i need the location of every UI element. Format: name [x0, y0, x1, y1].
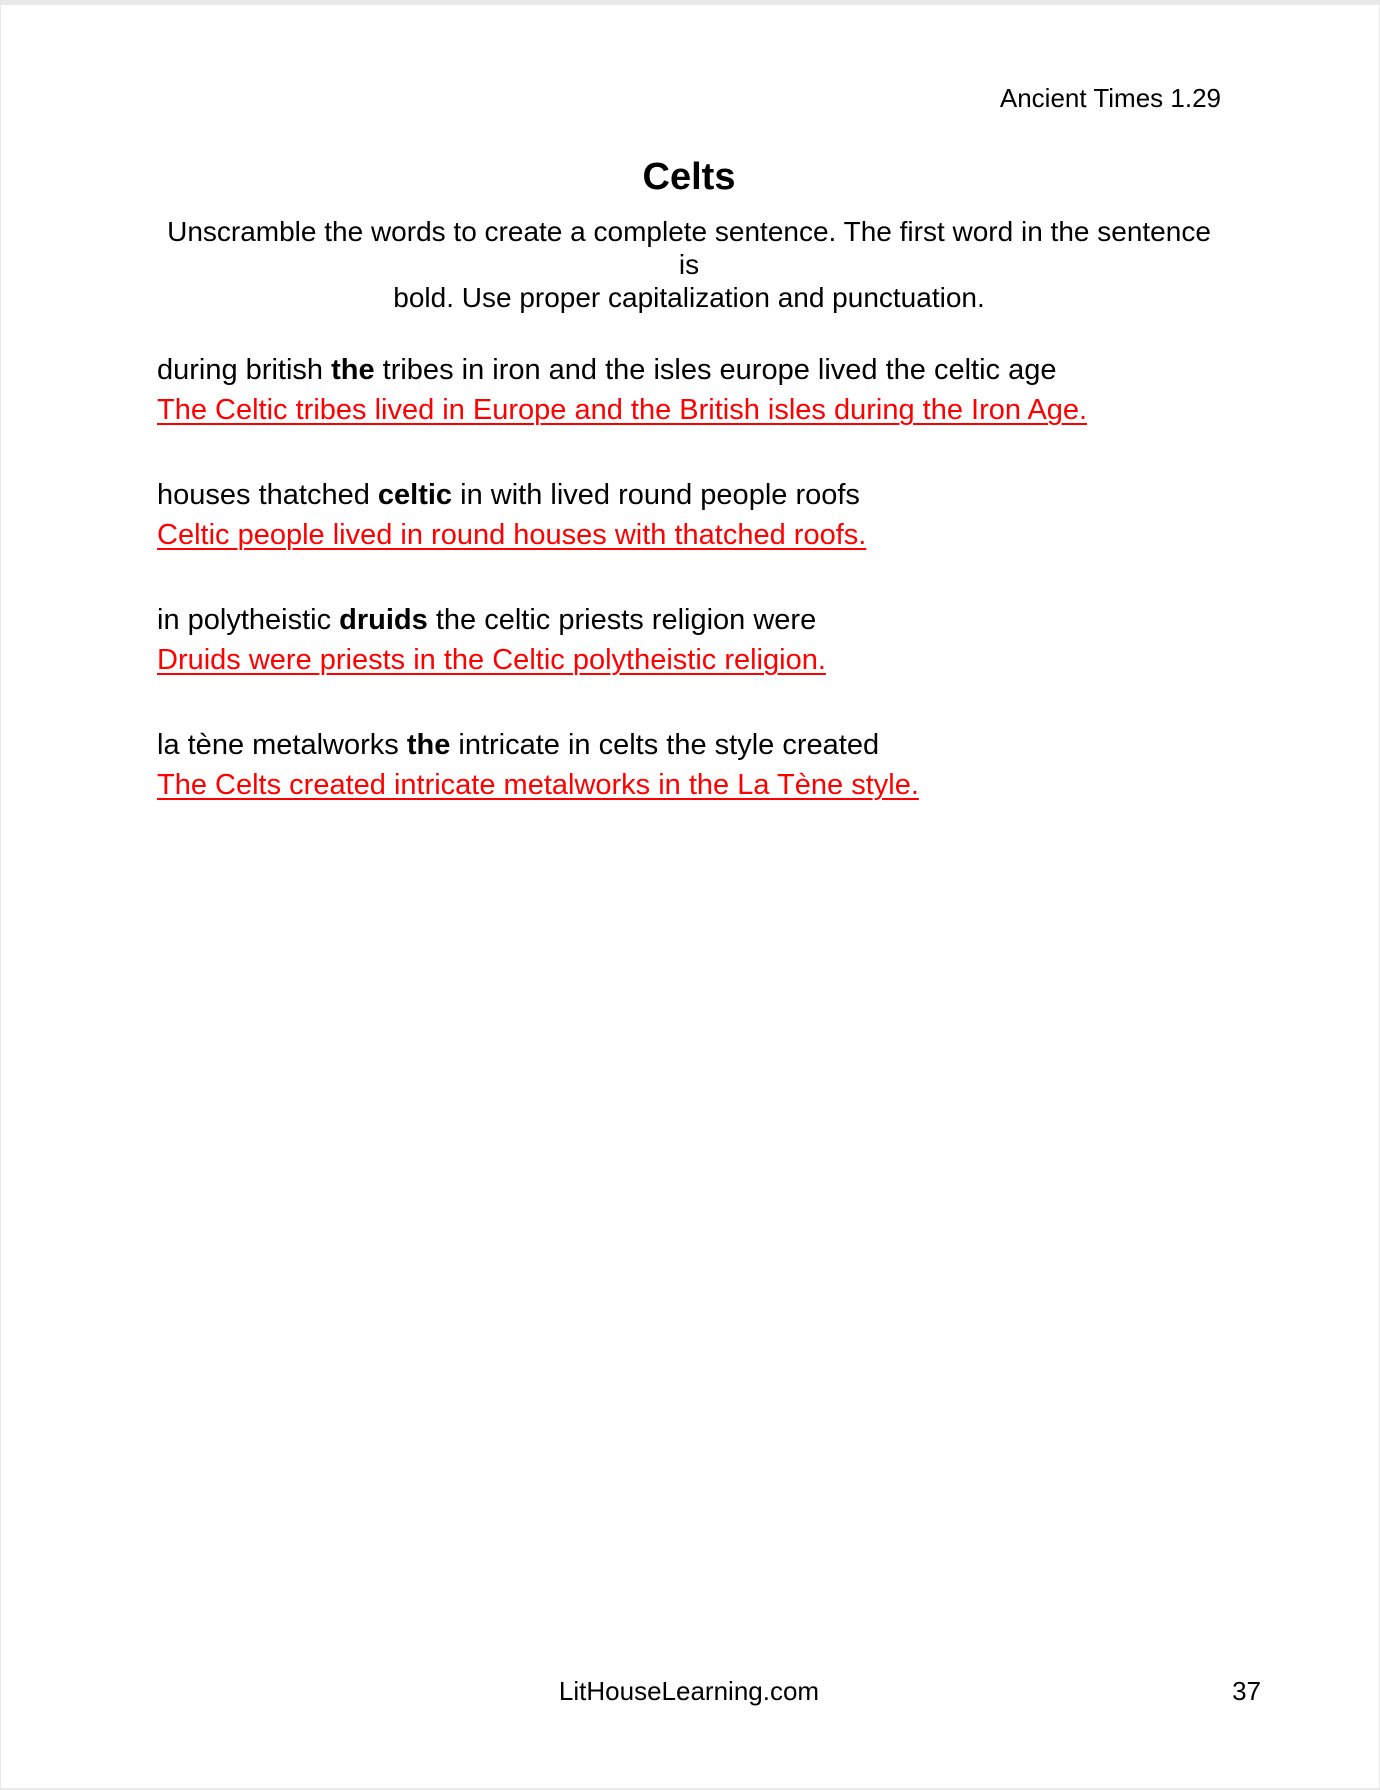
- exercise-2: [157, 475, 1221, 555]
- page-footer: [157, 1676, 1261, 1706]
- scrambled-sentence-1: [157, 350, 1221, 390]
- worksheet-page: [1, 5, 1379, 1788]
- exercise-4: [157, 725, 1221, 805]
- answer-sentence-3: Druids were priests in the Celtic polytheistic religion.: [157, 644, 826, 676]
- page-title: Celts: [642, 156, 736, 198]
- answer-sentence-2: Celtic people lived in round houses with thatched roofs.: [157, 519, 867, 551]
- scrambled-suffix: intricate in celts the style created: [450, 729, 880, 761]
- instructions-line-1: Unscramble the words to create a complete sentence. The first word in the sentence is: [167, 216, 1211, 280]
- scrambled-suffix: in with lived round people roofs: [452, 479, 860, 511]
- scrambled-bold-word: celtic: [377, 479, 453, 511]
- exercise-1: [157, 350, 1221, 430]
- scrambled-prefix: during british: [157, 354, 332, 386]
- instructions-line-2: bold. Use proper capitalization and punctuation.: [393, 282, 985, 313]
- scrambled-suffix: the celtic priests religion were: [427, 604, 817, 636]
- exercise-list: [157, 350, 1221, 850]
- scrambled-sentence-2: [157, 475, 1221, 515]
- scrambled-prefix: in polytheistic: [157, 604, 340, 636]
- scrambled-bold-word: the: [406, 729, 451, 761]
- header-course-label: Ancient Times 1.29: [999, 83, 1221, 113]
- answer-sentence-4: The Celts created intricate metalworks in the La Tène style.: [157, 769, 919, 801]
- scrambled-sentence-4: [157, 725, 1221, 765]
- scrambled-bold-word: druids: [339, 604, 428, 636]
- scrambled-prefix: la tène metalworks: [157, 729, 407, 761]
- footer-website: LitHouseLearning.com: [558, 1676, 820, 1706]
- instructions: [157, 215, 1221, 314]
- scrambled-prefix: houses thatched: [157, 479, 378, 511]
- footer-page-number: 37: [1232, 1676, 1261, 1706]
- scrambled-suffix: tribes in iron and the isles europe lived the celtic age: [374, 354, 1057, 386]
- answer-sentence-1: The Celtic tribes lived in Europe and the British isles during the Iron Age.: [157, 394, 1088, 426]
- scrambled-sentence-3: [157, 600, 1221, 640]
- exercise-3: [157, 600, 1221, 680]
- scrambled-bold-word: the: [331, 354, 375, 386]
